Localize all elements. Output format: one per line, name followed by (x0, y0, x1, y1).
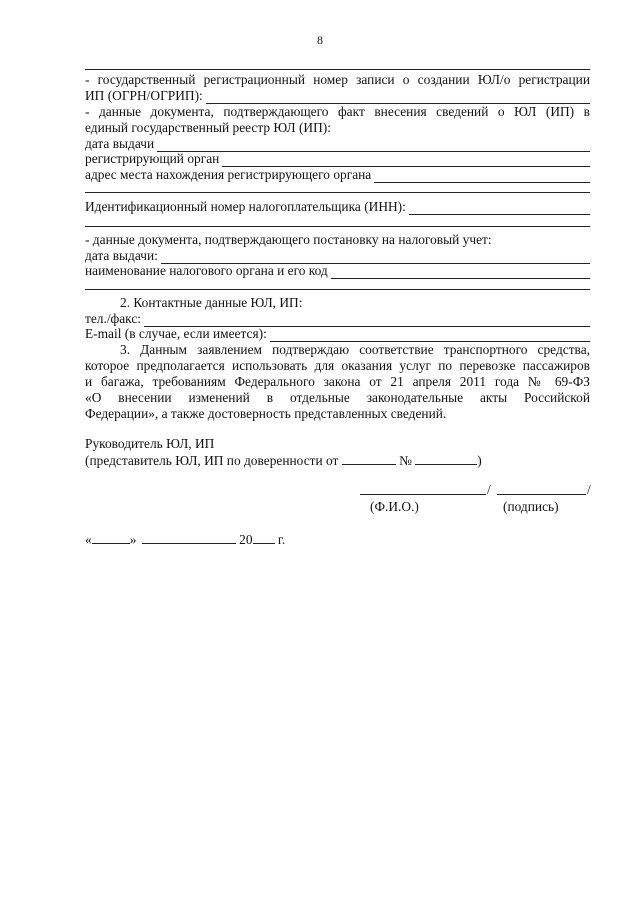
doc-line2 (85, 120, 590, 136)
date-month-input[interactable] (142, 531, 236, 544)
sign-input[interactable] (497, 494, 586, 495)
phone-field (85, 311, 590, 327)
representative-close: ) (477, 453, 482, 468)
inn-label: Идентификационный номер налогоплательщика (ИНН): (85, 199, 406, 214)
date-year-suffix: г. (277, 532, 286, 547)
sign-slash: / (587, 482, 591, 497)
inn-extra-line[interactable] (85, 226, 590, 227)
date-year-prefix: 20 (239, 532, 253, 547)
fio-input[interactable] (360, 494, 486, 495)
reg-number-input[interactable] (206, 91, 590, 104)
reg-number-label: ИП (ОГРН/ОГРИП): (85, 88, 203, 103)
date-line (85, 531, 590, 548)
email-input[interactable] (270, 329, 590, 342)
statement-line2: которое предполагается использовать для оказания услуг по перевозке пассажиров (85, 358, 590, 373)
statement-line1: 3. Данным заявлением подтверждаю соответствие транспортного средства, (120, 342, 590, 357)
doc-line1: - данные документа, подтверждающего факт внесения сведений о ЮЛ (ИП) в (85, 104, 590, 119)
date-close-quote: » (129, 532, 137, 547)
issue-date-field (85, 136, 590, 152)
power-of-attorney-number-input[interactable] (415, 452, 477, 465)
page-number: 8 (317, 33, 323, 47)
signature-head: Руководитель ЮЛ, ИП (85, 436, 215, 451)
reg-authority-address-input[interactable] (374, 170, 590, 183)
reg-authority-address-label: адрес места нахождения регистрирующего органа (85, 167, 372, 182)
sign-caption: (подпись) (503, 499, 559, 514)
date-day-input[interactable] (92, 531, 130, 544)
tax-issue-date-label: дата выдачи: (85, 248, 158, 263)
tax-extra-line[interactable] (85, 289, 590, 290)
statement-line3: и багажа, требованиям Федерального закона от 21 апреля 2011 года № 69-ФЗ (85, 374, 590, 389)
tax-doc-line: - данные документа, подтверждающего постановку на налоговый учет: (85, 232, 492, 247)
statement-line4: «О внесении изменений в отдельные законодательные акты Российской (85, 390, 590, 405)
power-of-attorney-date-input[interactable] (342, 452, 396, 465)
inn-input[interactable] (409, 202, 590, 215)
tax-authority-field (85, 263, 590, 279)
inn-field (85, 199, 590, 215)
contacts-heading: 2. Контактные данные ЮЛ, ИП: (120, 295, 303, 310)
issue-date-label: дата выдачи (85, 136, 155, 151)
reg-number-field (85, 88, 590, 104)
reg-authority-address-field (85, 167, 590, 183)
reg-number-line1: - государственный регистрационный номер записи о создании ЮЛ/о регистрации (85, 72, 590, 87)
reg-authority-label: регистрирующий орган (85, 151, 220, 166)
doc-line2-text: единый государственный реестр ЮЛ (ИП): (85, 120, 331, 135)
number-sign: № (399, 453, 412, 468)
representative-prefix: (представитель ЮЛ, ИП по доверенности от (85, 453, 339, 468)
top-rule (85, 69, 590, 70)
tax-issue-date-field (85, 248, 590, 264)
date-year-input[interactable] (253, 531, 275, 544)
tax-authority-label: наименование налогового органа и его код (85, 263, 328, 278)
date-open-quote: « (85, 532, 92, 547)
address-extra-line[interactable] (85, 192, 590, 193)
email-label: E-mail (в случае, если имеется): (85, 326, 267, 341)
tax-authority-input[interactable] (331, 266, 590, 279)
statement-line5: Федерации», а также достоверность представленных сведений. (85, 406, 447, 421)
reg-authority-input[interactable] (222, 154, 590, 167)
fio-slash: / (487, 482, 491, 497)
email-field (85, 326, 590, 342)
phone-label: тел./факс: (85, 311, 142, 326)
representative-line (85, 452, 590, 469)
fio-caption: (Ф.И.О.) (370, 499, 419, 514)
reg-authority-field (85, 151, 590, 167)
